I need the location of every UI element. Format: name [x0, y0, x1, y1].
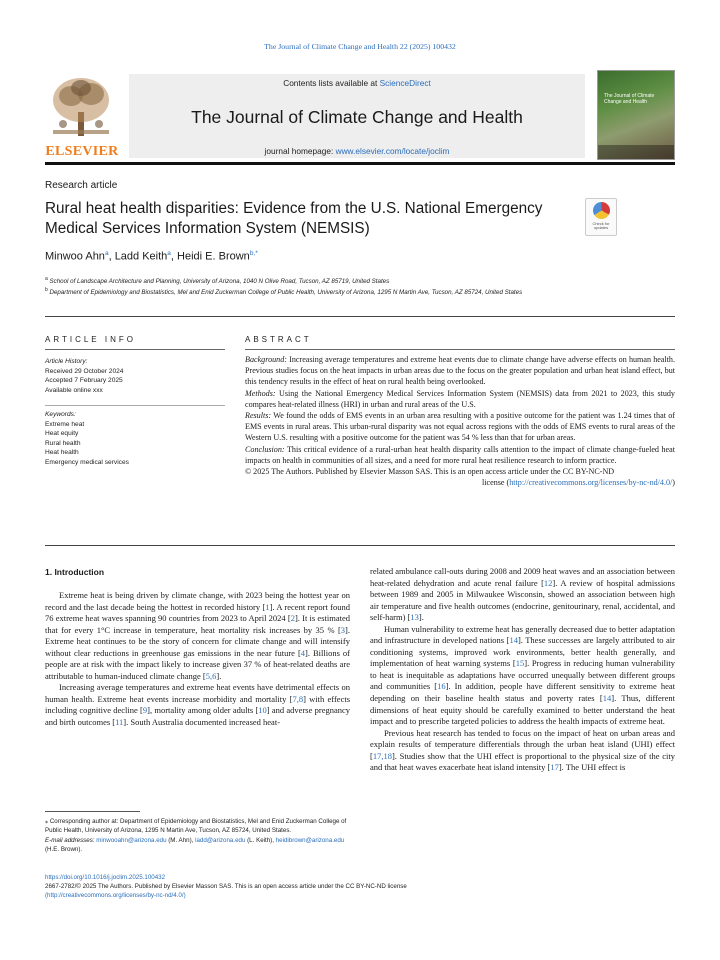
footnote-rule [45, 811, 140, 812]
keywords [45, 410, 220, 467]
abstract-heading: ABSTRACT [245, 335, 312, 344]
body-text: ]. Billions of people are at risk with the impact likely to increase given 37 % of heat-related deaths are attributable to human-induced climate change [ [45, 647, 350, 681]
keyword: Heat equity [45, 430, 79, 437]
citation-ref-link[interactable]: 14 [602, 693, 612, 704]
citation-ref-link[interactable]: 2 [290, 613, 295, 624]
citation-ref-link[interactable]: 7,8 [292, 693, 304, 704]
author-list: Minwoo Ahn$^a$, Ladd Keith$^a$, Heidi E. Brown$^{b,*}$ [45, 250, 258, 263]
body-text: ]. It is estimated that for every 1°C increase in temperature, heat mortality risk increases by 35 % [ [45, 613, 351, 635]
body-text: ]. [216, 670, 222, 681]
body-text: ]. A review of hospital admissions between 1989 and 2005 in Milwaukee Wisconsin, showed an association between high air temperature and five health outcomes (endocrine, genitourinary, renal, accidental, and self-harm) [ [370, 577, 675, 623]
body-text: ] and adverse pregnancy and birth outcomes [ [45, 705, 351, 728]
article-info-heading: ARTICLE INFO [45, 335, 136, 344]
author-name[interactable]: Minwoo Ahn [45, 250, 105, 263]
paragraph [45, 590, 350, 682]
license-link[interactable]: (http://creativecommons.org/licenses/by-nc-nd/4.0/) [45, 892, 186, 900]
affiliations [45, 275, 675, 298]
keyword: Rural health [45, 439, 81, 447]
publisher-name: ELSEVIER [45, 144, 119, 159]
author-name[interactable]: Heidi E. Brown [177, 250, 250, 263]
body-text: ]. A recent report found 76 extreme heat waves spanning 90 countries from 2023 to April 2024 [ [45, 601, 350, 624]
body-text: ], mortality among older adults [ [147, 705, 259, 716]
citation-ref-link[interactable]: 5,6 [205, 670, 217, 681]
article-type: Research article [45, 180, 118, 191]
citation-ref-link[interactable]: 12 [543, 577, 553, 588]
body-column-left [45, 590, 350, 729]
article-history [45, 357, 220, 395]
journal-homepage-link[interactable]: www.elsevier.com/locate/joclim [335, 146, 450, 156]
citation-ref-link[interactable]: 17,18 [372, 750, 392, 761]
keyword: Emergency medical services [45, 458, 129, 466]
citation-ref-link[interactable]: 14 [509, 635, 518, 646]
abstract-methods: Methods: Using the National Emergency Medical Services Information System (NEMSIS) data from 2021 to 2023, this study compares heat-related illness (HRI) in urban and rural areas of the U.S. [245, 388, 675, 409]
citation-ref-link[interactable]: 16 [437, 681, 446, 692]
author-name[interactable]: Ladd Keith [114, 250, 168, 263]
citation-ref-link[interactable]: 11 [115, 717, 124, 728]
crossmark-label: Check for updates [592, 221, 610, 231]
history-received: Received 29 October 2024 [45, 367, 124, 375]
contents-line [129, 78, 585, 88]
cover-stripe [598, 145, 674, 159]
crossmark-icon [593, 202, 610, 219]
check-for-updates-button[interactable] [585, 198, 617, 236]
history-accepted: Accepted 7 February 2025 [45, 377, 123, 384]
section-divider [45, 545, 675, 546]
homepage-line [129, 146, 585, 156]
body-text: related ambulance call-outs during 2008 and 2009 heat waves and an association between heat-related dehydration and acute renal failure [ [370, 566, 675, 588]
email-note: E-mail addresses: minwooahn@arizona.edu (M. Ahn), ladd@arizona.edu (L. Keith), heidibrown@arizona.edu (H.E. Brown). [45, 836, 345, 854]
body-text: Human vulnerability to extreme heat has generally decreased due to better adaptation and infrastructure in developed nations [ [370, 623, 675, 646]
corresponding-author-note: ⁎ Corresponding author at: Department of Epidemiology and Biostatistics, Mel and Enid Zuckerman College of Public Health, University of Arizona, 1295 N Martin Ave, Tucson, AZ 85724, United States. [45, 818, 347, 835]
email-link[interactable]: minwooahn@arizona.edu [96, 836, 167, 844]
author-affiliation-mark[interactable]: a [104, 250, 109, 257]
info-separator [45, 405, 225, 406]
author-affiliation-mark[interactable]: a [167, 250, 171, 257]
abstract-body [245, 354, 675, 488]
affiliation: $^b$ Department of Epidemiology and Biostatistics, Mel and Enid Zuckerman College of Public Health, University of Arizona, 1295 N Martin Ave, Tucson, AZ 85724, United States [45, 287, 523, 297]
body-text: ]. Extreme heat continues to be the story of concern for climate change and will intensify without clear reductions in greenhouse gas emissions in the near future [ [45, 624, 350, 658]
paragraph [370, 566, 675, 624]
section-divider [45, 316, 675, 317]
contents-prefix: Contents lists available at [283, 78, 380, 88]
paragraph [45, 682, 350, 728]
article-info-rule [45, 349, 225, 350]
cover-title: The Journal of Climate Change and Health [604, 93, 655, 106]
body-text: ] with effects including cognitive decline [ [45, 693, 351, 716]
citation-ref-link[interactable]: 4 [300, 647, 306, 658]
citation-ref-link[interactable]: 9 [142, 705, 148, 716]
elsevier-logo [45, 74, 119, 158]
body-text: ]. Progress in reducing human vulnerability to heat is inequitable as adaptations have occurred unequally between different groups and communities [ [370, 658, 675, 692]
bottom-info [45, 873, 675, 901]
abstract-license: license (http://creativecommons.org/licenses/by-nc-nd/4.0/) [482, 478, 675, 488]
body-text: ]. These successes are largely attributed to air conditioning systems, improved work environments, better health generally, and implementation of heat warning systems [ [370, 635, 676, 669]
abstract-conclusion: Conclusion: This critical evidence of a rural-urban heat health disparity calls attention to the impact of climate change-fueled heat impacts on health in communities of all sizes, and a need for more rural heat resilience research to inform practice. [245, 444, 675, 465]
body-text: Previous heat research has tended to focus on the impact of heat on urban areas and explain results of temperature differentials through the urban heat island (UHI) effect [ [370, 727, 675, 761]
elsevier-tree-icon [45, 74, 117, 140]
citation-ref-link[interactable]: 15 [515, 658, 525, 669]
citation-ref-link[interactable]: 13 [410, 612, 419, 623]
paragraph [370, 624, 675, 728]
article-title: Rural heat health disparities: Evidence from the U.S. National Emergency Medical Services Information System (NEMSIS) [45, 200, 543, 237]
body-text: ]. Studies show that the UHI effect is proportional to the physical size of the city and that heat waves exacerbate heat island intensity [ [370, 750, 675, 773]
abstract-copyright: © 2025 The Authors. Published by Elsevier Masson SAS. This is an open access article under the CC BY-NC-ND [245, 467, 615, 477]
history-label: Article History: [45, 358, 88, 365]
citation-ref-link[interactable]: 10 [258, 705, 267, 716]
license-link[interactable]: http://creativecommons.org/licenses/by-nc-nd/4.0/ [509, 478, 673, 488]
email-link[interactable]: heidibrown@arizona.edu [275, 836, 345, 844]
running-citation[interactable]: The Journal of Climate Change and Health 22 (2025) 100432 [264, 42, 456, 51]
body-text: ]. [418, 612, 424, 623]
abstract-results: Results: We found the odds of EMS events in an urban area resulting with a positive outcome for the patient was 1.24 times that of EMS events in rural areas. This urban-rural disparity was not equal across regions with the odds of EMS events to rural areas of the Western U.S. resulting with a positive outcome for the patient was 54 % less than that for urban areas. [245, 411, 675, 443]
body-text: ]. Thus, different dimensions of heat equity should be carefully examined to better understand the heat impact and to prescribe targeted policies to address the health impacts of extreme heat. [370, 693, 675, 727]
sciencedirect-link[interactable]: ScienceDirect [379, 78, 431, 88]
license-statement: 2667-2782/© 2025 The Authors. Published by Elsevier Masson SAS. This is an open access article under the CC BY-NC-ND license [45, 883, 407, 891]
body-text: ]. The UHI effect is [558, 762, 626, 773]
footnotes [45, 817, 350, 855]
body-text: Extreme heat is being driven by climate change, with 2023 being the hottest year on record and the last decade being the hottest in recorded history [ [45, 590, 350, 612]
homepage-prefix: journal homepage: [264, 146, 336, 156]
body-text: ]. South Australia documented increased heat- [123, 717, 281, 728]
author-affiliation-mark[interactable]: b,* [249, 250, 258, 257]
history-online: Available online xxx [45, 386, 103, 394]
body-text: Increasing average temperatures and extreme heat events have detrimental effects on human health. Extreme heat events increase morbidity and mortality [ [45, 682, 350, 704]
paragraph [370, 728, 675, 774]
citation-ref-link[interactable]: 3 [340, 624, 346, 635]
keyword: Heat health [45, 449, 79, 456]
abstract-background: Background: Increasing average temperatures and extreme heat events due to climate change have adverse effects on human health. Previous studies focus on the heat impacts in urban areas due to the focus on the greater population and urban heat island effect, but this tendency results in the effect of heat on rural health being overlooked. [245, 355, 675, 387]
keywords-label: Keywords: [45, 411, 76, 418]
journal-title: The Journal of Climate Change and Health [191, 107, 523, 127]
journal-banner [129, 74, 585, 158]
abstract-rule [245, 349, 675, 350]
doi-link[interactable]: https://doi.org/10.1016/j.joclim.2025.100432 [45, 874, 166, 881]
section-heading-introduction: 1. Introduction [45, 567, 105, 577]
citation-ref-link[interactable]: 1 [265, 601, 270, 612]
masthead-rule [45, 162, 675, 165]
affiliation: $^a$ School of Landscape Architecture and Planning, University of Arizona, 1040 N Olive Road, Tucson, AZ 85719, United States [45, 276, 390, 286]
body-text: ]. In addition, people have different sensitivity to extreme heat depending on their baseline health status and poverty rates [ [370, 681, 675, 704]
email-link[interactable]: ladd@arizona.edu [195, 836, 246, 844]
body-column-right [370, 566, 675, 774]
keyword: Extreme heat [45, 420, 85, 428]
citation-ref-link[interactable]: 17 [550, 762, 559, 773]
journal-cover-thumbnail[interactable] [597, 70, 675, 160]
journal-masthead [45, 70, 675, 162]
